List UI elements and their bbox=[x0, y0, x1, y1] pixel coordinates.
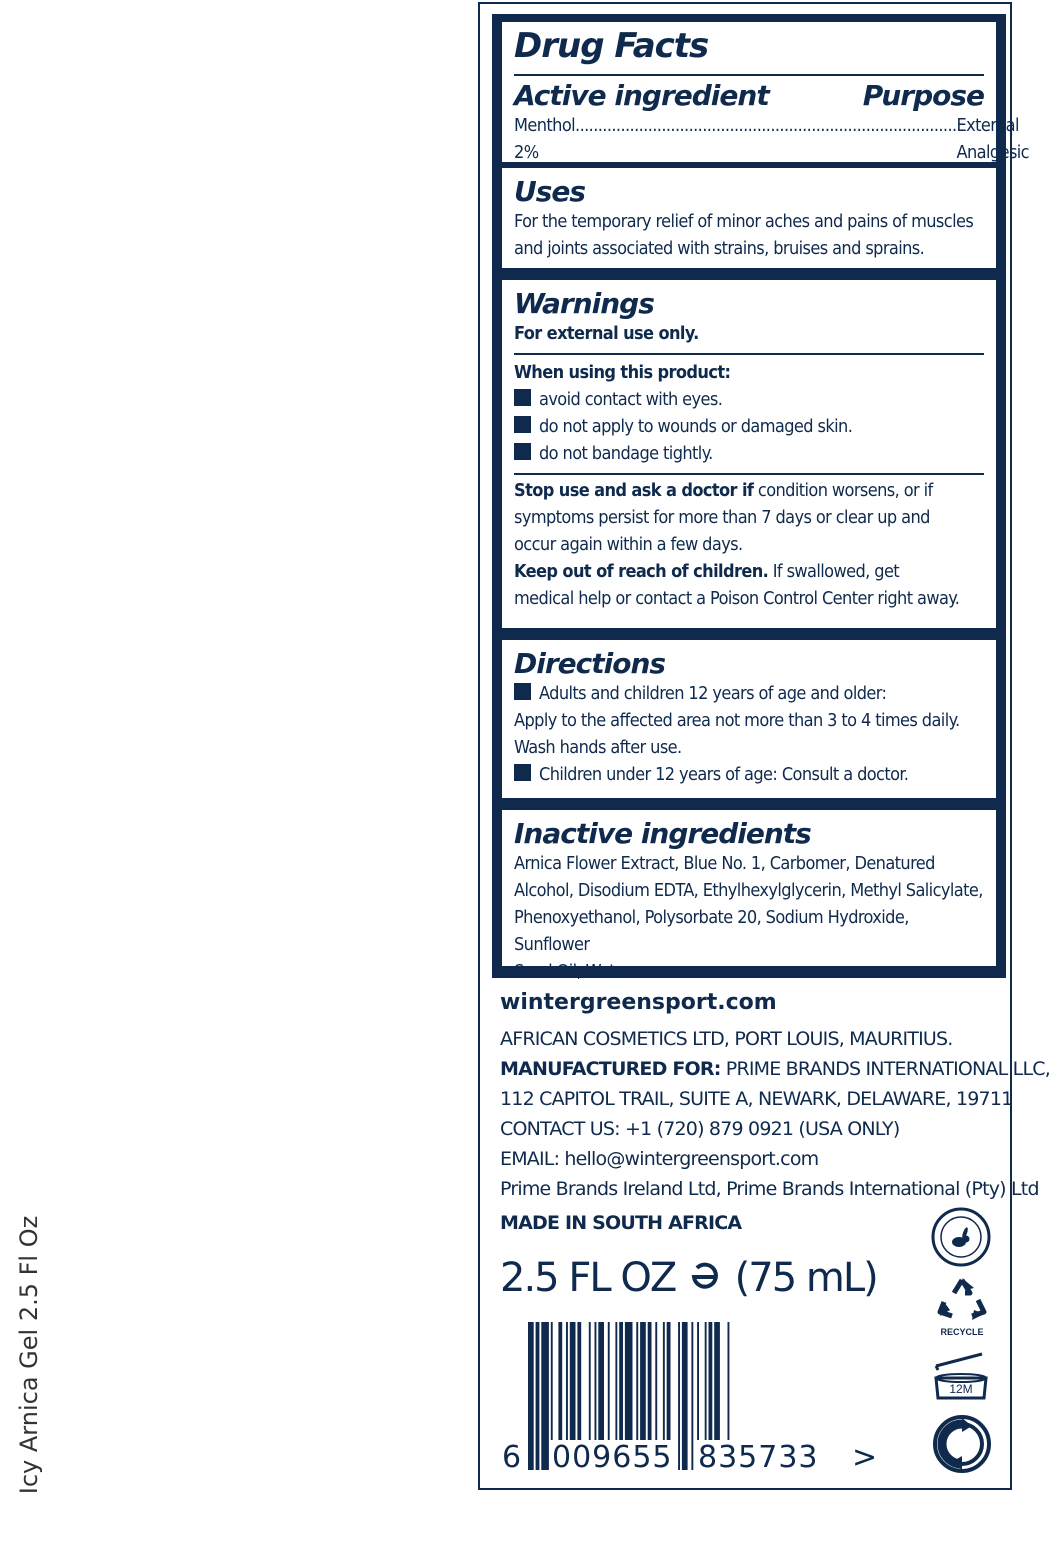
bullet-square-icon bbox=[514, 416, 531, 433]
keep-out-line: If swallowed, get bbox=[768, 561, 900, 582]
product-side-label: Icy Arnica Gel 2.5 Fl Oz bbox=[15, 1215, 43, 1495]
barcode-digits-left: 009655 bbox=[552, 1440, 673, 1475]
barcode-digit-first: 6 bbox=[502, 1440, 522, 1475]
volume-ml: (75 mL) bbox=[734, 1255, 877, 1301]
active-heading-row bbox=[514, 80, 984, 112]
company-address: 112 CAPITOL TRAIL, SUITE A, NEWARK, DELAWARE, 19711 bbox=[500, 1088, 1013, 1110]
bullet-square-icon bbox=[514, 443, 531, 460]
stop-use-text bbox=[514, 477, 984, 504]
barcode-bar bbox=[682, 1322, 688, 1470]
uses-heading: Uses bbox=[514, 175, 586, 208]
barcode-bar bbox=[528, 1322, 534, 1470]
stop-use-line: condition worsens, or if bbox=[753, 480, 933, 501]
keep-out-line: medical help or contact a Poison Control Center right away. bbox=[514, 588, 960, 609]
pao-label: 12M bbox=[949, 1382, 973, 1396]
barcode-bar bbox=[678, 1322, 680, 1470]
bullet-square-icon bbox=[514, 389, 531, 406]
drug-facts-box bbox=[492, 14, 1029, 982]
volume-line bbox=[500, 1252, 877, 1306]
barcode-digits-right: 835733 bbox=[698, 1440, 819, 1475]
against-animal-testing-icon bbox=[930, 1206, 992, 1268]
directions-line: Apply to the affected area not more than 3 to 4 times daily. bbox=[514, 710, 960, 731]
when-using-item-text: do not apply to wounds or damaged skin. bbox=[539, 416, 853, 437]
directions-line bbox=[514, 761, 984, 788]
directions-heading: Directions bbox=[514, 647, 666, 680]
company-info bbox=[500, 986, 1050, 1238]
leader-dots: .................................................................................... bbox=[575, 115, 957, 136]
directions-section bbox=[502, 640, 996, 798]
when-using-item-text: avoid contact with eyes. bbox=[539, 389, 723, 410]
purpose-heading: Purpose bbox=[862, 79, 984, 112]
company-contact: CONTACT US: +1 (720) 879 0921 (USA ONLY) bbox=[500, 1118, 900, 1140]
manufactured-label: MANUFACTURED FOR: bbox=[500, 1058, 721, 1080]
stop-use-line: symptoms persist for more than 7 days or clear up and bbox=[514, 507, 930, 528]
estimated-sign-icon bbox=[688, 1254, 722, 1306]
when-using-item bbox=[514, 440, 984, 467]
directions-line bbox=[514, 680, 984, 707]
when-using-heading: When using this product: bbox=[514, 362, 731, 383]
company-line: AFRICAN COSMETICS LTD, PORT LOUIS, MAURITIUS. bbox=[500, 1028, 953, 1050]
active-ingredient-heading: Active ingredient bbox=[514, 79, 769, 112]
warnings-divider bbox=[514, 353, 984, 355]
active-ingredient: Menthol 2% bbox=[514, 115, 576, 163]
keep-out-text bbox=[514, 558, 984, 585]
inactive-line: Alcohol, Disodium EDTA, Ethylhexylglycerin, Methyl Salicylate, bbox=[514, 880, 983, 901]
stop-use-bold: Stop use and ask a doctor if bbox=[514, 480, 754, 501]
inactive-ingredients-section bbox=[502, 810, 996, 982]
drug-facts-title: Drug Facts bbox=[514, 26, 709, 66]
inactive-line: Phenoxyethanol, Polysorbate 20, Sodium Hydroxide, Sunflower bbox=[514, 907, 909, 955]
bullet-square-icon bbox=[514, 764, 531, 781]
recycle-label: RECYCLE bbox=[940, 1327, 984, 1337]
active-ingredient-row bbox=[514, 112, 1029, 166]
header-divider bbox=[514, 74, 984, 76]
uses-section bbox=[502, 168, 996, 268]
warnings-divider bbox=[514, 473, 984, 475]
animal-testing-label bbox=[944, 1228, 978, 1238]
warnings-section bbox=[502, 280, 996, 628]
barcode-bar bbox=[536, 1322, 540, 1470]
directions-text: Children under 12 years of age: Consult a doctor. bbox=[539, 764, 909, 785]
barcode-bar bbox=[541, 1322, 549, 1470]
period-after-opening-icon bbox=[930, 1352, 992, 1404]
recycle-icon bbox=[932, 1276, 992, 1340]
uses-line: For the temporary relief of minor aches and pains of muscles bbox=[514, 211, 974, 232]
when-using-item bbox=[514, 386, 984, 413]
keep-out-bold: Keep out of reach of children. bbox=[514, 561, 769, 582]
warnings-heading: Warnings bbox=[514, 287, 654, 320]
company-email: EMAIL: hello@wintergreensport.com bbox=[500, 1148, 819, 1170]
purpose-value: External Analgesic bbox=[956, 115, 1029, 163]
directions-text: Adults and children 12 years of age and older: bbox=[539, 683, 887, 704]
barcode bbox=[500, 1322, 880, 1482]
when-using-item-text: do not bandage tightly. bbox=[539, 443, 713, 464]
directions-line: Wash hands after use. bbox=[514, 737, 682, 758]
barcode-marker: > bbox=[852, 1440, 878, 1475]
when-using-item bbox=[514, 413, 984, 440]
uses-line: and joints associated with strains, bruises and sprains. bbox=[514, 238, 925, 259]
made-in: MADE IN SOUTH AFRICA bbox=[500, 1212, 742, 1234]
inactive-line: Seed Oil, Water bbox=[514, 961, 631, 982]
stop-use-line: occur again within a few days. bbox=[514, 534, 743, 555]
website: wintergreensport.com bbox=[500, 990, 777, 1015]
green-dot-icon bbox=[932, 1414, 992, 1474]
manufactured-value: PRIME BRANDS INTERNATIONAL LLC, bbox=[720, 1058, 1050, 1080]
company-brands: Prime Brands Ireland Ltd, Prime Brands International (Pty) Ltd bbox=[500, 1178, 1039, 1200]
recycle-arrows-icon bbox=[936, 1276, 988, 1320]
inactive-line: Arnica Flower Extract, Blue No. 1, Carbomer, Denatured bbox=[514, 853, 935, 874]
inactive-ingredients-heading: Inactive ingredients bbox=[514, 817, 811, 850]
external-use-notice: For external use only. bbox=[514, 323, 699, 344]
bullet-square-icon bbox=[514, 683, 531, 700]
manufactured-for-line bbox=[500, 1054, 1050, 1084]
barcode-bar bbox=[691, 1322, 693, 1470]
drug-facts-header-section bbox=[502, 22, 1029, 163]
volume-oz: 2.5 FL OZ bbox=[500, 1255, 676, 1301]
